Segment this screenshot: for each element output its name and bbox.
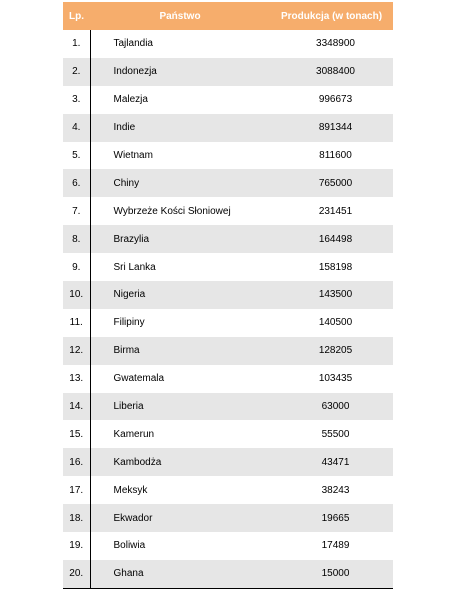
production-table	[63, 2, 393, 589]
row-production: 158198	[270, 253, 393, 281]
row-country: Birma	[90, 337, 270, 365]
table-row	[63, 504, 393, 532]
row-production: 128205	[270, 337, 393, 365]
row-country: Sri Lanka	[90, 253, 270, 281]
row-lp: 3.	[63, 86, 90, 114]
table-row	[63, 393, 393, 421]
row-production: 164498	[270, 225, 393, 253]
row-country: Wietnam	[90, 142, 270, 170]
row-country: Tajlandia	[90, 30, 270, 58]
row-lp: 12.	[63, 337, 90, 365]
table-row	[63, 476, 393, 504]
row-country: Ghana	[90, 560, 270, 588]
header-country: Państwo	[90, 2, 270, 30]
row-lp: 1.	[63, 30, 90, 58]
row-lp: 16.	[63, 448, 90, 476]
row-production: 140500	[270, 309, 393, 337]
row-country: Ekwador	[90, 504, 270, 532]
row-production: 3088400	[270, 58, 393, 86]
row-lp: 5.	[63, 142, 90, 170]
row-lp: 2.	[63, 58, 90, 86]
table-row	[63, 420, 393, 448]
row-production: 15000	[270, 560, 393, 588]
table-row	[63, 30, 393, 58]
row-production: 63000	[270, 393, 393, 421]
table-row	[63, 532, 393, 560]
row-lp: 6.	[63, 169, 90, 197]
row-country: Brazylia	[90, 225, 270, 253]
table-row	[63, 86, 393, 114]
table-row	[63, 560, 393, 588]
table-row	[63, 365, 393, 393]
row-production: 103435	[270, 365, 393, 393]
row-lp: 17.	[63, 476, 90, 504]
row-lp: 13.	[63, 365, 90, 393]
row-production: 811600	[270, 142, 393, 170]
row-country: Gwatemala	[90, 365, 270, 393]
row-lp: 8.	[63, 225, 90, 253]
table-row	[63, 225, 393, 253]
row-country: Indonezja	[90, 58, 270, 86]
row-lp: 4.	[63, 114, 90, 142]
row-production: 996673	[270, 86, 393, 114]
table-row	[63, 281, 393, 309]
table-body	[63, 30, 393, 588]
row-country: Filipiny	[90, 309, 270, 337]
row-production: 3348900	[270, 30, 393, 58]
row-lp: 18.	[63, 504, 90, 532]
row-country: Kambodża	[90, 448, 270, 476]
row-production: 19665	[270, 504, 393, 532]
table-header-row	[63, 2, 393, 30]
row-production: 17489	[270, 532, 393, 560]
row-lp: 14.	[63, 393, 90, 421]
table-row	[63, 253, 393, 281]
row-production: 143500	[270, 281, 393, 309]
row-production: 43471	[270, 448, 393, 476]
row-lp: 20.	[63, 560, 90, 588]
header-production: Produkcja (w tonach)	[270, 2, 393, 30]
row-production: 765000	[270, 169, 393, 197]
production-table-container	[63, 2, 393, 589]
row-country: Kamerun	[90, 420, 270, 448]
row-country: Liberia	[90, 393, 270, 421]
row-production: 55500	[270, 420, 393, 448]
table-row	[63, 448, 393, 476]
table-row	[63, 142, 393, 170]
row-lp: 10.	[63, 281, 90, 309]
row-production: 38243	[270, 476, 393, 504]
table-row	[63, 337, 393, 365]
row-lp: 9.	[63, 253, 90, 281]
row-lp: 19.	[63, 532, 90, 560]
table-row	[63, 58, 393, 86]
row-country: Wybrzeże Kości Słoniowej	[90, 197, 270, 225]
table-row	[63, 114, 393, 142]
row-lp: 11.	[63, 309, 90, 337]
header-lp: Lp.	[63, 2, 90, 30]
table-row	[63, 197, 393, 225]
row-production: 231451	[270, 197, 393, 225]
table-row	[63, 309, 393, 337]
row-country: Nigeria	[90, 281, 270, 309]
row-country: Boliwia	[90, 532, 270, 560]
row-production: 891344	[270, 114, 393, 142]
table-row	[63, 169, 393, 197]
row-country: Meksyk	[90, 476, 270, 504]
row-lp: 15.	[63, 420, 90, 448]
row-country: Malezja	[90, 86, 270, 114]
row-country: Chiny	[90, 169, 270, 197]
row-country: Indie	[90, 114, 270, 142]
row-lp: 7.	[63, 197, 90, 225]
